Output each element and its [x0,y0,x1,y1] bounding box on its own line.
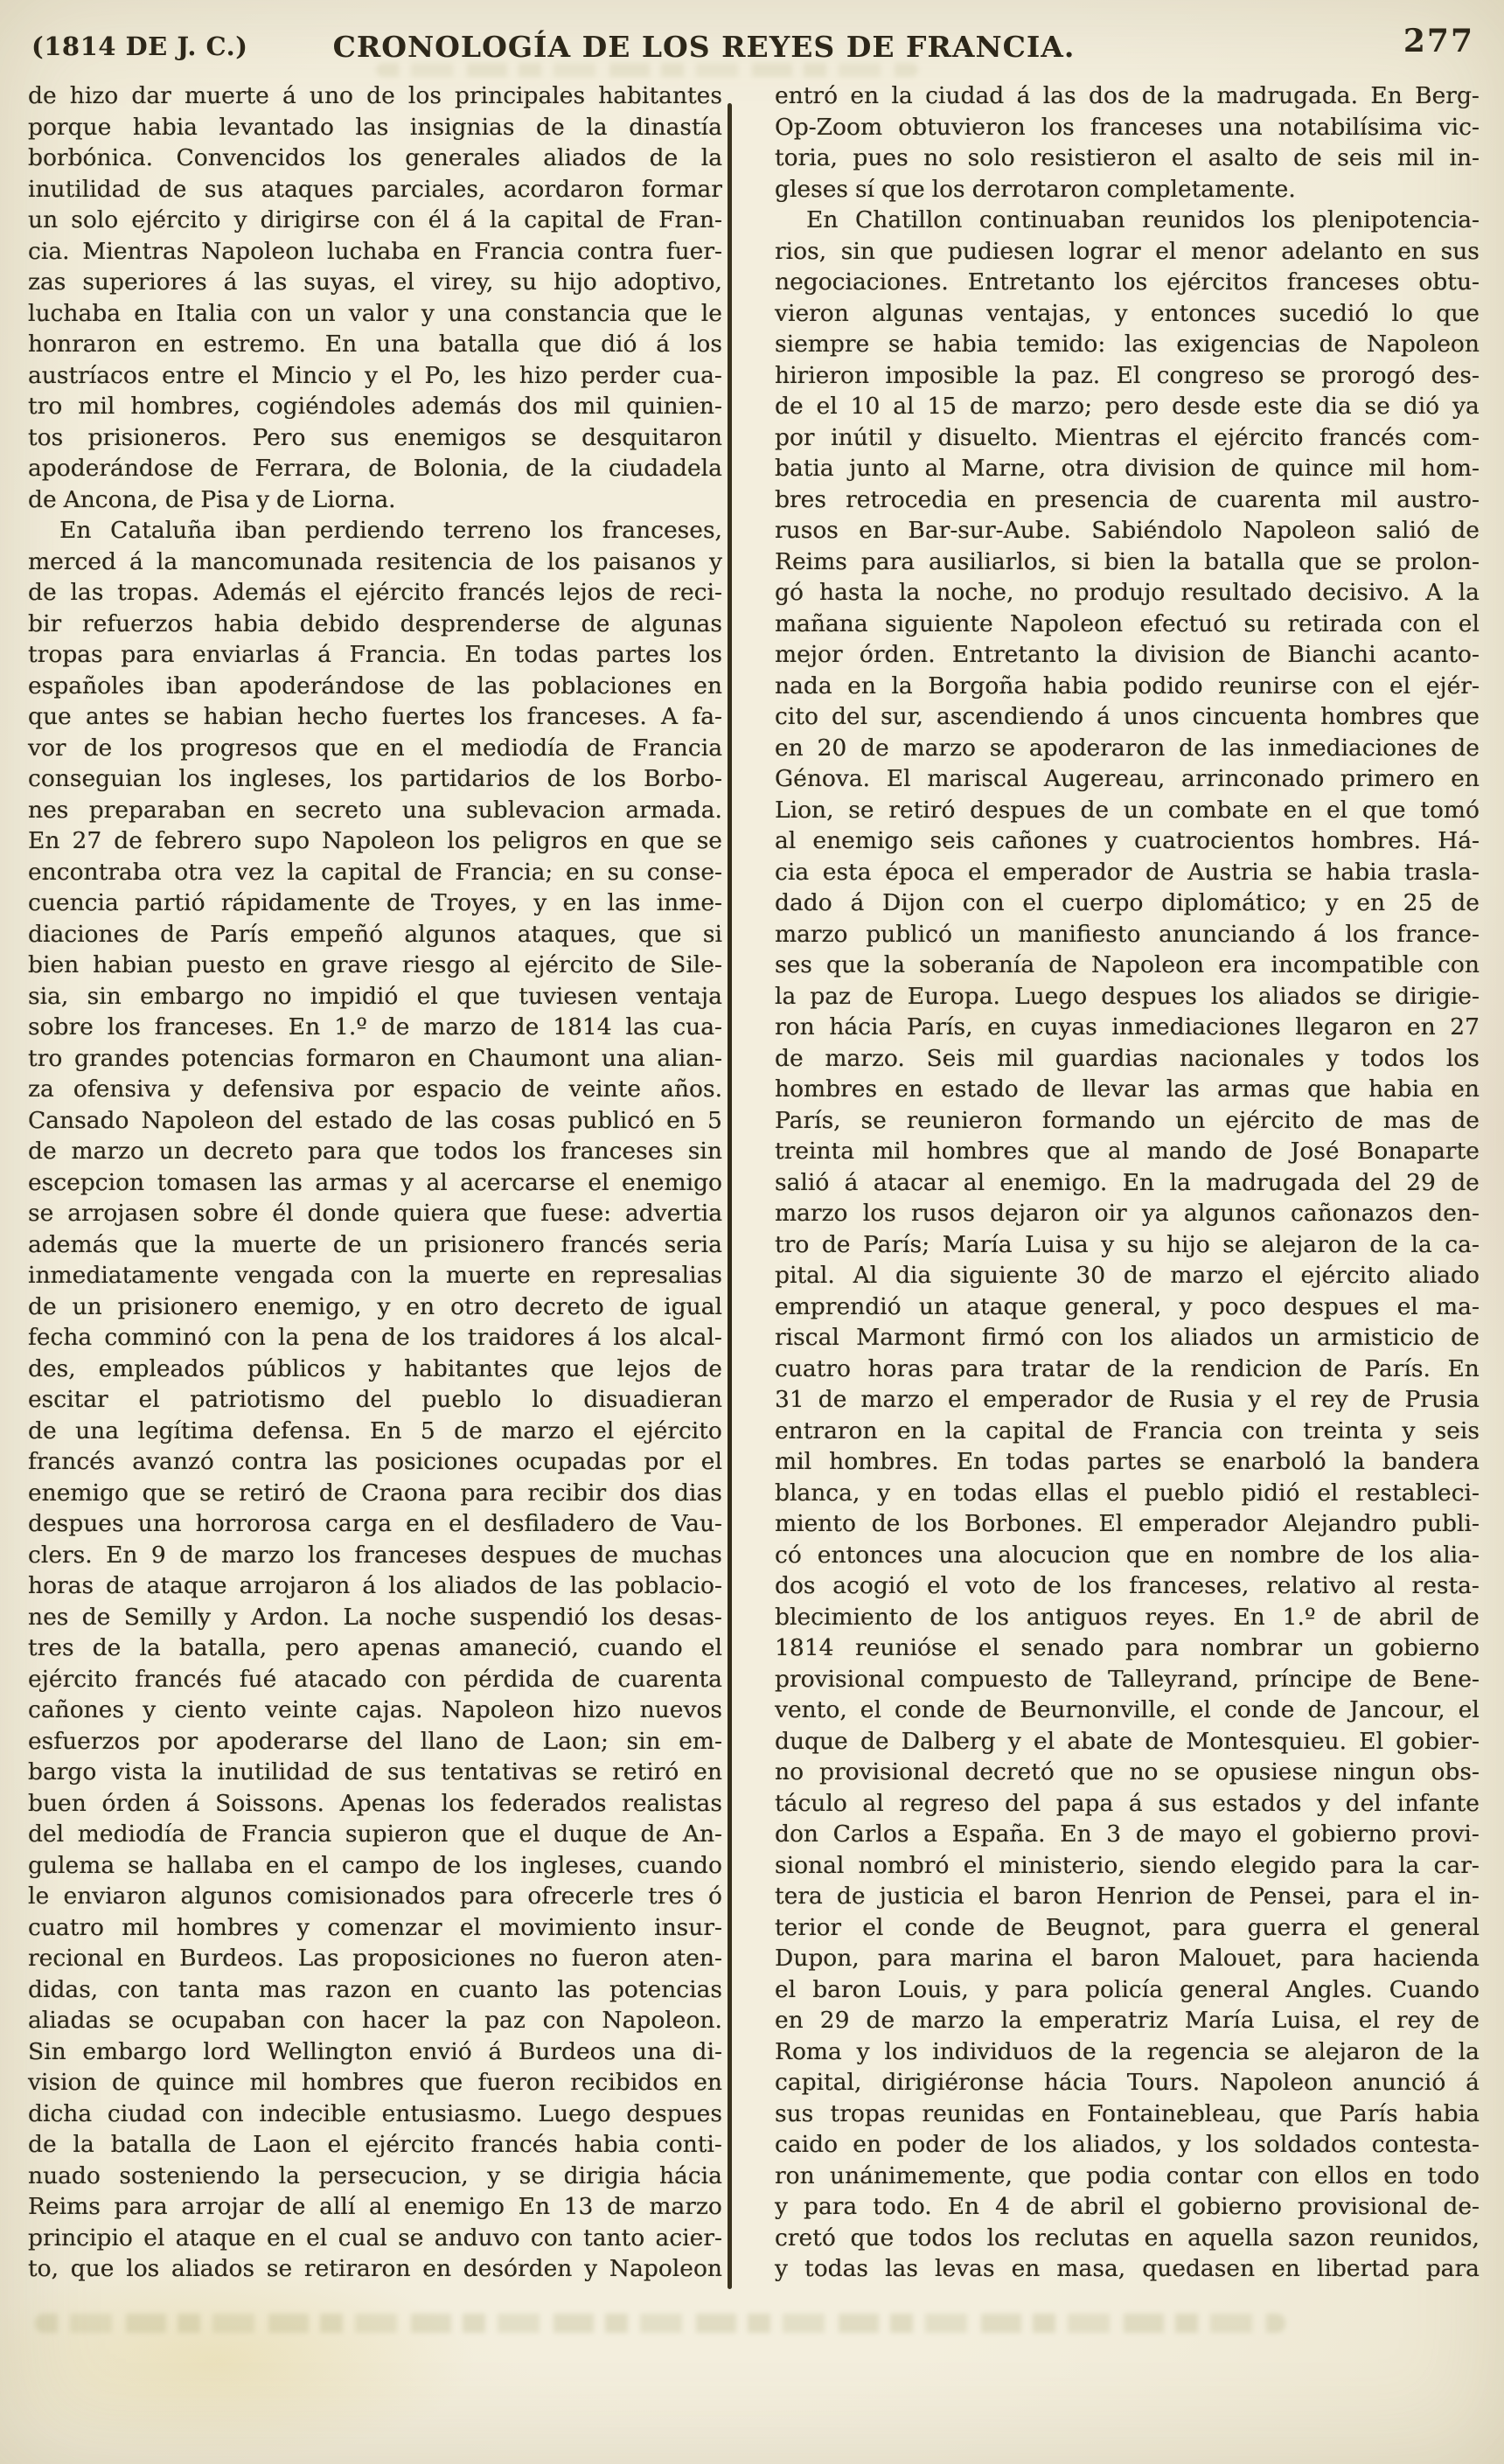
text-line: ron unánimemente, que podia contar con ellos en todo [775,2161,1480,2189]
text-line: ron hácia París, en cuyas inmediaciones llegaron en 27 [775,1013,1480,1041]
text-line: de la batalla de Laon el ejército francés habia conti- [28,2131,722,2158]
text-line: cito del sur, ascendiendo á unos cincuenta hombres que [775,703,1480,730]
text-line: tro grandes potencias formaron en Chaumont una alian- [28,1044,722,1072]
text-line: sus tropas reunidas en Fontainebleau, que París habia [775,2099,1480,2127]
text-line: diaciones de París empeñó algunos ataques, que si [28,920,722,948]
ink-bleed-through-top [376,63,918,77]
text-line: entró en la ciudad á las dos de la madrugada. En Berg- [775,82,1480,109]
text-line: borbónica. Convencidos los generales aliados de la [28,144,722,171]
text-line: nada en la Borgoña habia podido reunirse con el ejér- [775,672,1480,700]
text-line: tos prisioneros. Pero sus enemigos se desquitaron [28,423,722,451]
text-line: sia, sin embargo no impidió el que tuviesen ventaja [28,982,722,1010]
text-line: de marzo. Seis mil guardias nacionales y todos los [775,1044,1480,1072]
text-line: tro de París; María Luisa y su hijo se alejaron de la ca- [775,1230,1480,1258]
text-line: en 20 de marzo se apoderaron de las inmediaciones de [775,734,1480,762]
text-line: le enviaron algunos comisionados para ofrecerle tres ó [28,1883,722,1910]
text-line: salió á atacar al enemigo. En la madrugada del 29 de [775,1168,1480,1196]
text-line: el baron Louis, y para policía general Angles. Cuando [775,1975,1480,2003]
text-line: fecha comminó con la pena de los traidores á los alcal- [28,1324,722,1351]
text-line: vision de quince mil hombres que fueron recibidos en [28,2069,722,2096]
text-line: de Ancona, de Pisa y de Liorna. [28,485,396,513]
text-line: Lion, se retiró despues de un combate en el que tomó [775,796,1480,824]
text-line: españoles iban apoderándose de las poblaciones en [28,672,722,700]
text-line: austríacos entre el Mincio y el Po, les hizo perder cua- [28,361,722,389]
text-line: cuatro mil hombres y comenzar el movimiento insur- [28,1913,722,1941]
text-line: gleses sí que los derrotaron completamente. [775,175,1296,203]
text-line: francés avanzó contra las posiciones ocupadas por el [28,1448,722,1475]
text-line: dicha ciudad con indecible entusiasmo. Luego despues [28,2099,722,2127]
text-line: despues una horrorosa carga en el desfiladero de Vau- [28,1510,722,1537]
text-line: ejército francés fué atacado con pérdida de cuarenta [28,1665,722,1693]
text-line: batia junto al Marne, otra division de quince mil hom- [775,455,1480,482]
text-line: inutilidad de sus ataques parciales, acordaron formar [28,175,722,203]
text-line: por inútil y disuelto. Mientras el ejército francés com- [775,423,1480,451]
text-line: sional nombró el ministerio, siendo elegido para la car- [775,1851,1480,1879]
text-line: dado á Dijon con el cuerpo diplomático; y en 25 de [775,889,1480,916]
text-line: gulema se hallaba en el campo de los ingleses, cuando [28,1851,722,1879]
text-line: honraron en estremo. En una batalla que dió á los [28,331,722,358]
text-line: Op-Zoom obtuvieron los franceses una notabilísima vic- [775,113,1480,141]
text-line: apoderándose de Ferrara, de Bolonia, de la ciudadela [28,455,722,482]
text-line: vento, el conde de Beurnonville, el conde de Jancour, el [775,1696,1480,1723]
text-line: blanca, y en todas ellas el pueblo pidió el restableci- [775,1479,1480,1507]
text-line: de una legítima defensa. En 5 de marzo el ejército [28,1416,722,1444]
text-line: vor de los progresos que en el mediodía de Francia [28,734,722,762]
text-line: En 27 de febrero supo Napoleon los peligros en que se [28,827,722,854]
text-line: nuado sosteniendo la persecucion, y se dirigia hácia [28,2161,722,2189]
text-line: escitar el patriotismo del pueblo lo disuadieran [28,1386,722,1413]
text-line: cia esta época el emperador de Austria se habia trasla- [775,858,1480,886]
text-line: hirieron imposible la paz. El congreso se prorogó des- [775,361,1480,389]
text-line: tres de la batalla, pero apenas amaneció, cuando el [28,1634,722,1661]
text-line: rios, sin que pudiesen lograr el menor adelanto en sus [775,237,1480,265]
text-line: encontraba otra vez la capital de Francia; en su conse- [28,858,722,886]
text-line: París, se reunieron formando un ejército de mas de [775,1106,1480,1134]
text-line: Reims para arrojar de allí al enemigo En 13 de marzo [28,2193,722,2220]
text-line: En Chatillon continuaban reunidos los plenipotencia- [806,206,1480,233]
text-line: bargo vista la inutilidad de sus tentativas se retiró en [28,1758,722,1785]
text-line: esfuerzos por apoderarse del llano de Laon; sin em- [28,1727,722,1755]
text-line: cretó que todos los reclutas en aquella sazon reunidos, [775,2224,1480,2252]
text-line: duque de Dalberg y el abate de Montesquieu. El gobier- [775,1727,1480,1755]
ink-bleed-through-bottom [35,2314,1285,2333]
text-line: recional en Burdeos. Las proposiciones no fueron aten- [28,1945,722,1972]
column-divider-rule [728,103,732,2289]
text-line: capital, dirigiéronse hácia Tours. Napoleon anunció á [775,2069,1480,2096]
text-line: Roma y los individuos de la regencia se alejaron de la [775,2037,1480,2065]
text-line: inmediatamente vengada con la muerte en represalias [28,1262,722,1289]
text-line: des, empleados públicos y habitantes que lejos de [28,1354,722,1382]
text-line: conseguian los ingleses, los partidarios de los Borbo- [28,765,722,792]
text-line: nes de Semilly y Ardon. La noche suspendió los desas- [28,1603,722,1631]
text-line: có entonces una alocucion que en nombre de los alia- [775,1541,1480,1569]
text-line: en 29 de marzo la emperatriz María Luisa, el rey de [775,2007,1480,2034]
text-line: tera de justicia el baron Henrion de Pensei, para el in- [775,1883,1480,1910]
text-line: porque habia levantado las insignias de la dinastía [28,113,722,141]
text-line: vieron algunas ventajas, y entonces sucedió lo que [775,299,1480,327]
text-line: riscal Marmont firmó con los aliados un armisticio de [775,1324,1480,1351]
text-line: tropas para enviarlas á Francia. En todas partes los [28,641,722,668]
text-line: bres retrocedia en presencia de cuarenta mil austro- [775,485,1480,513]
text-line: enemigo que se retiró de Craona para recibir dos dias [28,1479,722,1507]
text-line: merced á la mancomunada resitencia de los paisanos y [28,547,722,575]
text-line: dos acogió el voto de los franceses, relativo al resta- [775,1572,1480,1599]
text-line: luchaba en Italia con un valor y una constancia que le [28,299,722,327]
text-line: za ofensiva y defensiva por espacio de veinte años. [28,1075,722,1103]
text-line: don Carlos a España. En 3 de mayo el gobierno provi- [775,1820,1480,1848]
text-line: tro mil hombres, cogiéndoles además dos mil quinien- [28,393,722,420]
text-line: no provisional decretó que no se opusiese ningun obs- [775,1758,1480,1785]
text-line: to, que los aliados se retiraron en desórden y Napoleon [28,2255,722,2282]
text-line: escepcion tomasen las armas y al acercarse el enemigo [28,1168,722,1196]
text-line: de las tropas. Además el ejército francés lejos de reci- [28,579,722,606]
text-line: toria, pues no solo resistieron el asalto de seis mil in- [775,144,1480,171]
text-line: siempre se habia temido: las exigencias de Napoleon [775,331,1480,358]
text-line: mañana siguiente Napoleon efectuó su retirada con el [775,609,1480,637]
page-number: 277 [1403,23,1474,59]
text-line: miento de los Borbones. El emperador Alejandro publi- [775,1510,1480,1537]
text-line: negociaciones. Entretanto los ejércitos franceses obtu- [775,268,1480,296]
text-line: pital. Al dia siguiente 30 de marzo el ejército aliado [775,1262,1480,1289]
text-line: 1814 reunióse el senado para nombrar un gobierno [775,1634,1480,1661]
text-line: rusos en Bar-sur-Aube. Sabiéndolo Napoleon salió de [775,517,1480,544]
text-line: didas, con tanta mas razon en cuanto las potencias [28,1975,722,2003]
text-line: sobre los franceses. En 1.º de marzo de 1814 las cua- [28,1013,722,1041]
text-line: la paz de Europa. Luego despues los aliados se dirigie- [775,982,1480,1010]
text-line: provisional compuesto de Talleyrand, príncipe de Bene- [775,1665,1480,1693]
text-line: aliadas se ocupaban con hacer la paz con Napoleon. [28,2007,722,2034]
text-line: y todas las levas en masa, quedasen en libertad para [775,2255,1480,2282]
text-line: de un prisionero enemigo, y en otro decreto de igual [28,1292,722,1320]
text-line: y para todo. En 4 de abril el gobierno provisional de- [775,2193,1480,2220]
text-line: blecimiento de los antiguos reyes. En 1.º de abril de [775,1603,1480,1631]
text-line: hombres en estado de llevar las armas que habia en [775,1075,1480,1103]
text-line: zas superiores á las suyas, el virey, su hijo adoptivo, [28,268,722,296]
text-line: nes preparaban en secreto una sublevacion armada. [28,796,722,824]
text-line: caido en poder de los aliados, y los soldados contesta- [775,2131,1480,2158]
text-line: cuencia partió rápidamente de Troyes, y en las inme- [28,889,722,916]
text-line: táculo al regreso del papa á sus estados y del infante [775,1789,1480,1817]
page-title: CRONOLOGÍA DE LOS REYES DE FRANCIA. [332,30,1076,64]
text-line: de marzo un decreto para que todos los franceses sin [28,1138,722,1165]
text-line: que antes se habian hecho fuertes los franceses. A fa- [28,703,722,730]
text-line: En Cataluña iban perdiendo terreno los franceses, [59,517,722,544]
text-line: buen órden á Soissons. Apenas los federados realistas [28,1789,722,1817]
text-line: cia. Mientras Napoleon luchaba en Francia contra fuer- [28,237,722,265]
text-line: gó hasta la noche, no produjo resultado decisivo. A la [775,579,1480,606]
text-line: Dupon, para marina el baron Malouet, para hacienda [775,1945,1480,1972]
right-column [775,82,1480,2287]
text-line: entraron en la capital de Francia con treinta y seis [775,1416,1480,1444]
text-line: horas de ataque arrojaron á los aliados de las poblacio- [28,1572,722,1599]
text-line: cuatro horas para tratar de la rendicion de París. En [775,1354,1480,1382]
text-line: bien habian puesto en grave riesgo al ejército de Sile- [28,951,722,978]
text-line: mejor órden. Entretanto la division de Bianchi acanto- [775,641,1480,668]
text-line: Reims para ausiliarlos, si bien la batalla que se prolon- [775,547,1480,575]
text-line: un solo ejército y dirigirse con él á la capital de Fran- [28,206,722,233]
era-label: (1814 DE J. C.) [31,31,248,61]
text-line: Sin embargo lord Wellington envió á Burdeos una di- [28,2037,722,2065]
text-line: 31 de marzo el emperador de Rusia y el rey de Prusia [775,1386,1480,1413]
text-line: bir refuerzos habia debido desprenderse de algunas [28,609,722,637]
text-line: del mediodía de Francia supieron que el duque de An- [28,1820,722,1848]
text-line: de el 10 al 15 de marzo; pero desde este dia se dió ya [775,393,1480,420]
text-line: mil hombres. En todas partes se enarboló la bandera [775,1448,1480,1475]
text-line: marzo los rusos dejaron oir ya algunos cañonazos den- [775,1200,1480,1227]
left-column [28,82,722,2287]
text-line: Cansado Napoleon del estado de las cosas publicó en 5 [28,1106,722,1134]
text-line: de hizo dar muerte á uno de los principales habitantes [28,82,722,109]
text-line: terior el conde de Beugnot, para guerra el general [775,1913,1480,1941]
text-line: cañones y ciento veinte cajas. Napoleon hizo nuevos [28,1696,722,1723]
text-line: principio el ataque en el cual se anduvo con tanto acier- [28,2224,722,2252]
text-line: emprendió un ataque general, y poco despues el ma- [775,1292,1480,1320]
text-line: clers. En 9 de marzo los franceses despues de muchas [28,1541,722,1569]
text-line: Génova. El mariscal Augereau, arrinconado primero en [775,765,1480,792]
text-line: se arrojasen sobre él donde quiera que fuese: advertia [28,1200,722,1227]
text-line: ses que la soberanía de Napoleon era incompatible con [775,951,1480,978]
text-line: marzo publicó un manifiesto anunciando á los france- [775,920,1480,948]
text-line: además que la muerte de un prisionero francés seria [28,1230,722,1258]
text-line: treinta mil hombres que al mando de José Bonaparte [775,1138,1480,1165]
text-line: al enemigo seis cañones y cuatrocientos hombres. Há- [775,827,1480,854]
